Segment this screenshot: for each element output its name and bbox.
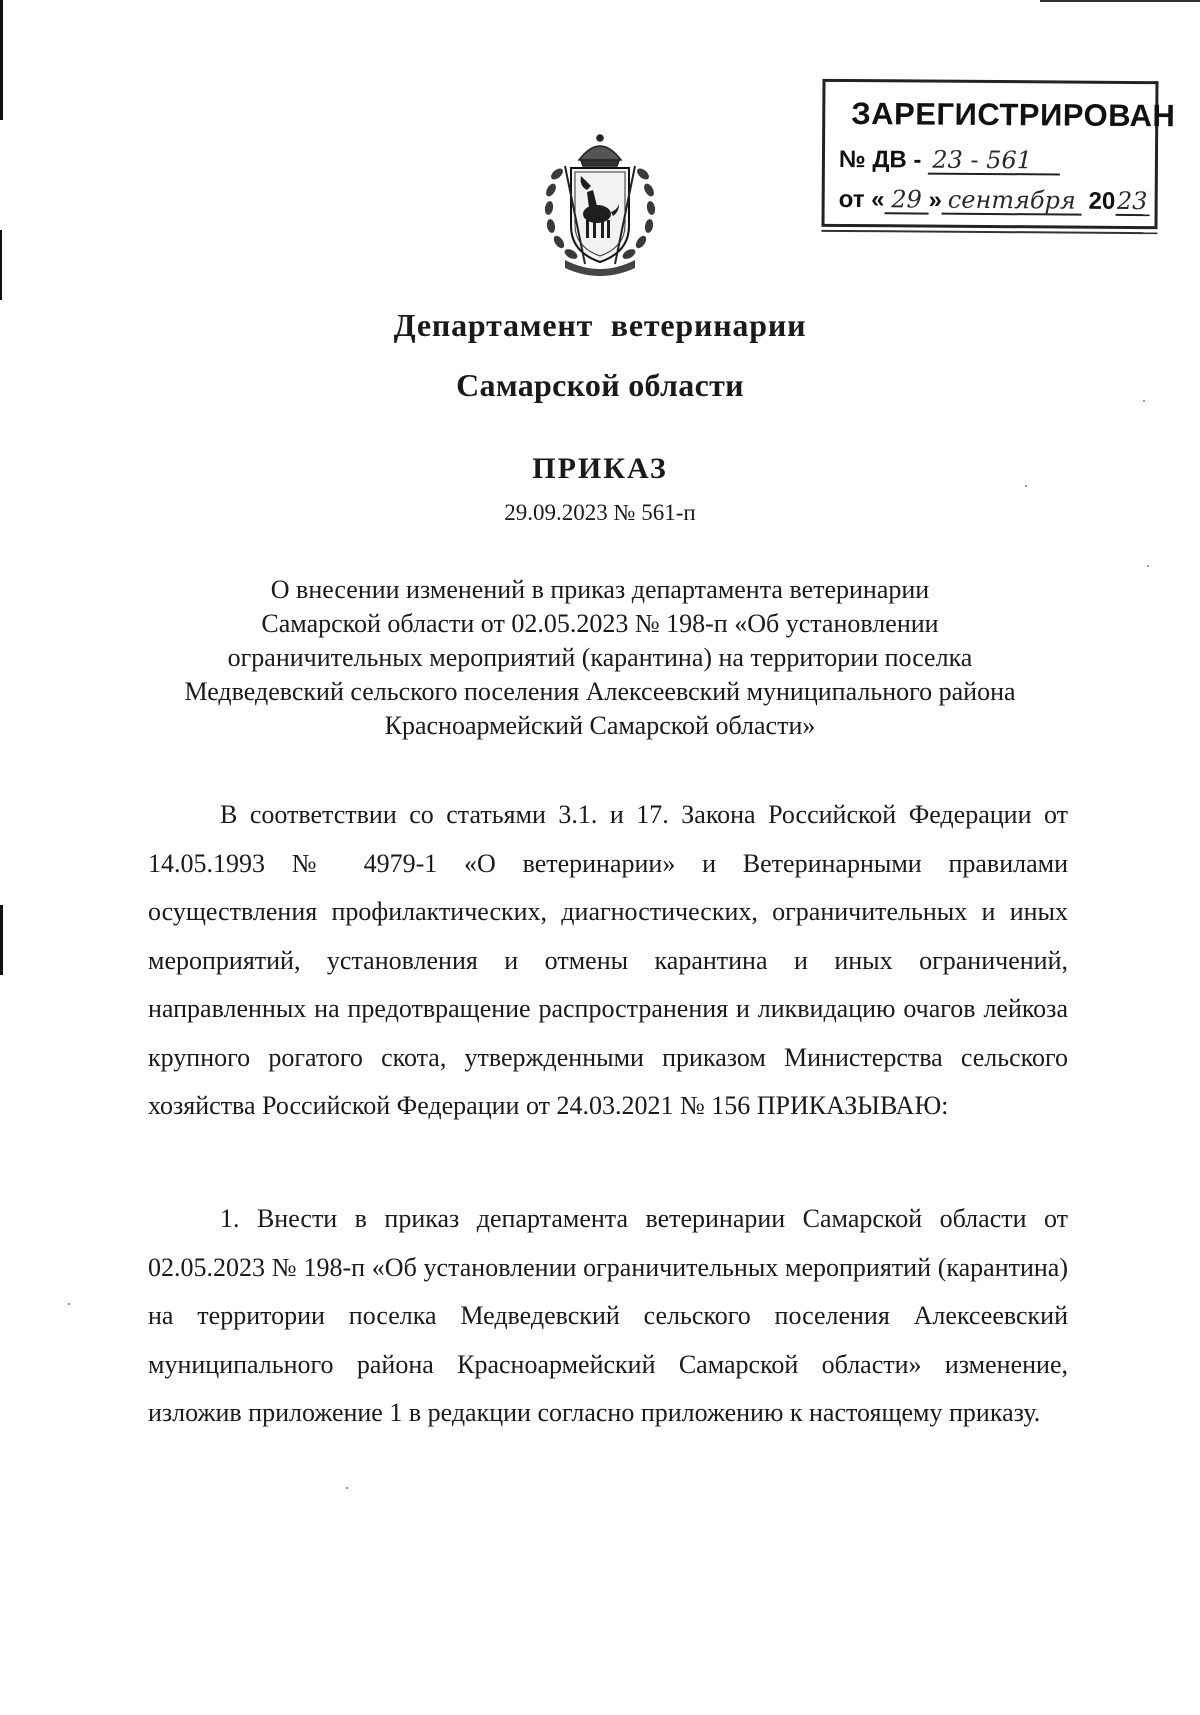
scan-edge-mark: [0, 230, 2, 300]
subject-line: Самарской области от 02.05.2023 № 198-п «Об установлении: [261, 609, 939, 638]
stamp-title: ЗАРЕГИСТРИРОВАН: [851, 96, 1176, 134]
scan-dust: [346, 1487, 348, 1489]
stamp-number-prefix: № ДВ -: [838, 145, 922, 174]
stamp-day-handwritten: 29: [884, 186, 928, 214]
scan-edge-mark: [0, 905, 3, 975]
order-subject: [120, 573, 1080, 743]
stamp-month-separator: »: [928, 186, 942, 214]
scan-edge-mark: [1040, 0, 1200, 2]
stamp-year-prefix: 20: [1088, 187, 1116, 215]
document-type-title: ПРИКАЗ: [532, 452, 668, 485]
scan-dust: [68, 1303, 70, 1305]
body-paragraph-preamble: В соответствии со статьями 3.1. и 17. Закона Российской Федерации от 14.05.1993 № 4979-1 «О ветеринарии» и Ветеринарными правилами осуществления профилактических, диагностических, ограничительных и иных мероприятий, установления и отмены карантина и иных ограничений, направленных на предотвращение распространения и ликвидацию очагов лейкоза крупного рогатого скота, утвержденными приказом Министерства сельского хозяйства Российской Федерации от 24.03.2021 № 156 ПРИКАЗЫВАЮ:: [148, 800, 1068, 1120]
stamp-number-handwritten: 23 - 561: [928, 147, 1060, 176]
department-name-line1: Департамент ветеринарии: [393, 307, 807, 343]
subject-line: Медведевский сельского поселения Алексеевский муниципального района: [184, 677, 1016, 706]
body-paragraph-item-1: 1. Внести в приказ департамента ветеринарии Самарской области от 02.05.2023 № 198-п «Об установлении ограничительных мероприятий (карантина) на территории поселка Медведевский сельского поселения Алексеевский муниципального района Красноармейский Самарской области» изменение, изложив приложение 1 в редакции согласно приложению к настоящему приказу.: [148, 1204, 1068, 1427]
stamp-registration-date: [839, 186, 1150, 216]
department-name-line2: Самарской области: [456, 367, 744, 403]
stamp-year-handwritten: 23: [1116, 186, 1148, 216]
registration-stamp: [821, 79, 1176, 229]
stamp-date-prefix: от «: [838, 185, 885, 214]
scan-dust: [1147, 565, 1149, 567]
subject-line: ограничительных мероприятий (карантина) на территории поселка: [227, 643, 973, 672]
stamp-registration-number: [839, 146, 1060, 176]
subject-line: О внесении изменений в приказ департамента ветеринарии: [270, 575, 930, 604]
stamp-month-handwritten: сентября: [942, 187, 1082, 216]
document-date-number: 29.09.2023 № 561-п: [504, 500, 696, 525]
samara-region-coat-of-arms-icon: [535, 130, 665, 278]
scan-edge-mark: [0, 0, 3, 120]
subject-line: Красноармейский Самарской области»: [384, 711, 816, 740]
